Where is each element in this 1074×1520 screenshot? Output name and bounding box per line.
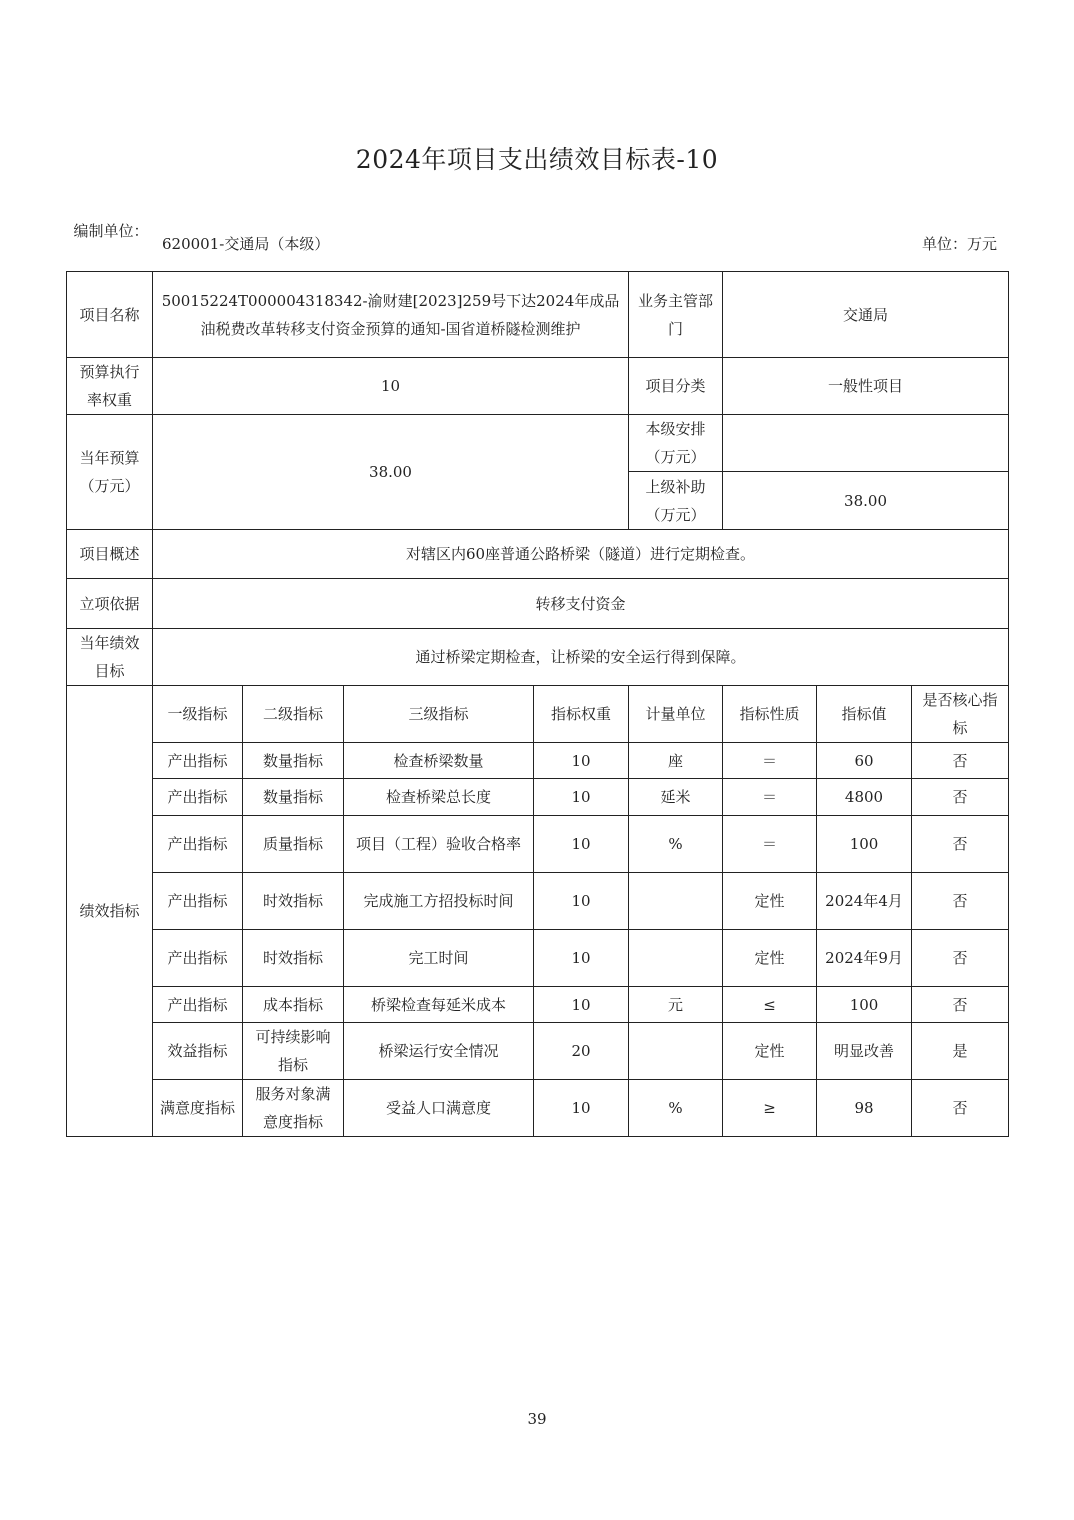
cell-value: 60 — [817, 743, 912, 779]
cell-unit: % — [629, 1080, 723, 1137]
cell-weight: 10 — [534, 816, 629, 873]
cell-core: 否 — [912, 743, 1009, 779]
cell-weight: 10 — [534, 743, 629, 779]
cell-level3: 受益人口满意度 — [344, 1080, 534, 1137]
cell-core: 否 — [912, 873, 1009, 930]
superior-label: 上级补助（万元） — [629, 472, 723, 530]
table-row — [67, 987, 1009, 1023]
table-row — [67, 743, 1009, 779]
row-exec-weight — [67, 358, 1009, 415]
cell-level3: 完工时间 — [344, 930, 534, 987]
local-label: 本级安排（万元） — [629, 415, 723, 472]
cell-level2: 质量指标 — [243, 816, 344, 873]
row-basis — [67, 579, 1009, 629]
cell-weight: 10 — [534, 779, 629, 816]
row-project-name — [67, 272, 1009, 358]
header-weight: 指标权重 — [534, 686, 629, 743]
cell-value: 2024年4月 — [817, 873, 912, 930]
goal-label: 当年绩效目标 — [67, 629, 153, 686]
category-value: 一般性项目 — [723, 358, 1009, 415]
cell-level2: 数量指标 — [243, 743, 344, 779]
superior-value: 38.00 — [723, 472, 1009, 530]
cell-level3: 检查桥梁总长度 — [344, 779, 534, 816]
cell-core: 否 — [912, 930, 1009, 987]
exec-weight-value: 10 — [153, 358, 629, 415]
table-row — [67, 816, 1009, 873]
cell-value: 100 — [817, 816, 912, 873]
table-row — [67, 1023, 1009, 1080]
row-overview — [67, 530, 1009, 579]
cell-nature: 定性 — [723, 873, 817, 930]
cell-unit — [629, 930, 723, 987]
indicators-label: 绩效指标 — [67, 686, 153, 1137]
cell-weight: 10 — [534, 987, 629, 1023]
table-row — [67, 930, 1009, 987]
cell-level2: 时效指标 — [243, 873, 344, 930]
cell-unit — [629, 873, 723, 930]
page-number: 39 — [527, 1410, 547, 1428]
header-unit: 计量单位 — [629, 686, 723, 743]
cell-level1: 效益指标 — [153, 1023, 243, 1080]
cell-value: 2024年9月 — [817, 930, 912, 987]
cell-nature: ＝ — [723, 779, 817, 816]
cell-level3: 检查桥梁数量 — [344, 743, 534, 779]
cell-value: 100 — [817, 987, 912, 1023]
cell-nature: ≤ — [723, 987, 817, 1023]
goal-value: 通过桥梁定期检查，让桥梁的安全运行得到保障。 — [153, 629, 1009, 686]
overview-value: 对辖区内60座普通公路桥梁（隧道）进行定期检查。 — [153, 530, 1009, 579]
cell-nature: ≥ — [723, 1080, 817, 1137]
header-nature: 指标性质 — [723, 686, 817, 743]
cell-nature: ＝ — [723, 743, 817, 779]
table-row — [67, 779, 1009, 816]
cell-unit: % — [629, 816, 723, 873]
header-level3: 三级指标 — [344, 686, 534, 743]
cell-level1: 产出指标 — [153, 743, 243, 779]
cell-level1: 产出指标 — [153, 873, 243, 930]
cell-level1: 产出指标 — [153, 816, 243, 873]
cell-level1: 产出指标 — [153, 987, 243, 1023]
local-value — [723, 415, 1009, 472]
cell-core: 是 — [912, 1023, 1009, 1080]
cell-core: 否 — [912, 816, 1009, 873]
row-indicator-headers — [67, 686, 1009, 743]
basis-label: 立项依据 — [67, 579, 153, 629]
cell-level1: 产出指标 — [153, 779, 243, 816]
cell-core: 否 — [912, 987, 1009, 1023]
cell-nature: ＝ — [723, 816, 817, 873]
exec-weight-label: 预算执行率权重 — [67, 358, 153, 415]
header-level1: 一级指标 — [153, 686, 243, 743]
cell-unit: 延米 — [629, 779, 723, 816]
currency-unit: 单位：万元 — [921, 235, 997, 253]
budget-value: 38.00 — [153, 415, 629, 530]
cell-level2: 成本指标 — [243, 987, 344, 1023]
cell-nature: 定性 — [723, 1023, 817, 1080]
cell-value: 4800 — [817, 779, 912, 816]
page-title: 2024年项目支出绩效目标表-10 — [355, 145, 719, 174]
cell-value: 明显改善 — [817, 1023, 912, 1080]
project-name-label: 项目名称 — [67, 272, 153, 358]
cell-level1: 产出指标 — [153, 930, 243, 987]
cell-level2: 可持续影响指标 — [243, 1023, 344, 1080]
project-name-value: 50015224T000004318342-渝财建[2023]259号下达2024年成品油税费改革转移支付资金预算的通知-国省道桥隧检测维护 — [153, 272, 629, 358]
cell-weight: 10 — [534, 1080, 629, 1137]
cell-level2: 服务对象满意度指标 — [243, 1080, 344, 1137]
cell-value: 98 — [817, 1080, 912, 1137]
cell-weight: 10 — [534, 873, 629, 930]
dept-label: 业务主管部门 — [629, 272, 723, 358]
cell-weight: 20 — [534, 1023, 629, 1080]
cell-core: 否 — [912, 779, 1009, 816]
cell-nature: 定性 — [723, 930, 817, 987]
row-budget — [67, 415, 1009, 472]
cell-level3: 桥梁运行安全情况 — [344, 1023, 534, 1080]
dept-value: 交通局 — [723, 272, 1009, 358]
cell-unit — [629, 1023, 723, 1080]
cell-level1: 满意度指标 — [153, 1080, 243, 1137]
basis-value: 转移支付资金 — [153, 579, 1009, 629]
budget-label: 当年预算（万元） — [67, 415, 153, 530]
cell-level3: 项目（工程）验收合格率 — [344, 816, 534, 873]
header-value: 指标值 — [817, 686, 912, 743]
performance-table — [66, 271, 1009, 1137]
cell-level2: 时效指标 — [243, 930, 344, 987]
cell-unit: 元 — [629, 987, 723, 1023]
table-row — [67, 1080, 1009, 1137]
header-level2: 二级指标 — [243, 686, 344, 743]
header-core: 是否核心指标 — [912, 686, 1009, 743]
cell-level3: 桥梁检查每延米成本 — [344, 987, 534, 1023]
cell-weight: 10 — [534, 930, 629, 987]
unit-label: 编制单位： — [73, 222, 149, 240]
row-goal — [67, 629, 1009, 686]
cell-level2: 数量指标 — [243, 779, 344, 816]
unit-value: 620001-交通局（本级） — [162, 235, 330, 253]
cell-unit: 座 — [629, 743, 723, 779]
cell-level3: 完成施工方招投标时间 — [344, 873, 534, 930]
table-row — [67, 873, 1009, 930]
overview-label: 项目概述 — [67, 530, 153, 579]
category-label: 项目分类 — [629, 358, 723, 415]
cell-core: 否 — [912, 1080, 1009, 1137]
